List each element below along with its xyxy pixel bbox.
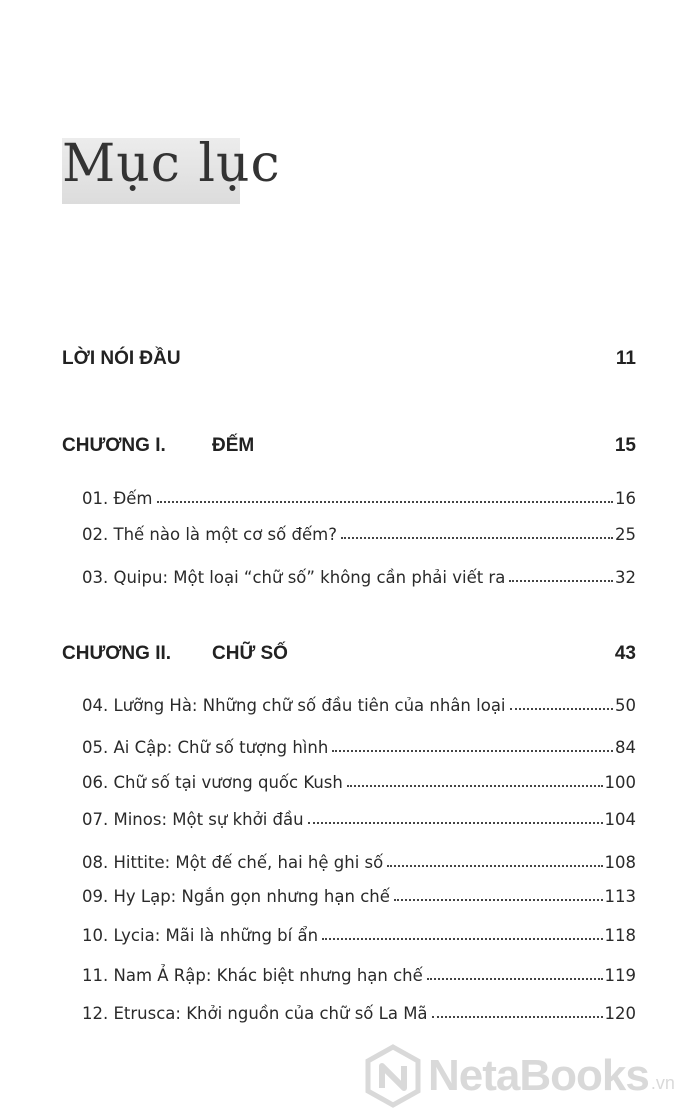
entry-label: 07. Minos: Một sự khởi đầu: [82, 810, 304, 829]
entry-page: 104: [604, 810, 636, 829]
chapter-number: CHƯƠNG I.: [62, 435, 166, 456]
watermark-brand: NetaBooks: [428, 1051, 649, 1100]
leader-dots: [387, 865, 602, 867]
entry-label: 10. Lycia: Mãi là những bí ẩn: [82, 926, 319, 945]
entry-page: 118: [604, 926, 636, 945]
entry-label: 12. Etrusca: Khởi nguồn của chữ số La Mã: [82, 1004, 428, 1023]
leader-dots: [308, 822, 603, 824]
chapter-number: CHƯƠNG II.: [62, 643, 172, 664]
leader-dots: [322, 938, 602, 940]
toc-entry: [82, 764, 636, 792]
chapter-name: ĐẾM: [212, 435, 255, 456]
watermark: [364, 1044, 694, 1108]
entry-label: 05. Ai Cập: Chữ số tượng hình: [82, 738, 329, 757]
toc-entry: [82, 878, 636, 906]
leader-dots: [394, 899, 603, 901]
entry-page: 100: [604, 773, 636, 792]
entry-page: 25: [615, 525, 636, 544]
toc-entry: [82, 917, 636, 945]
entry-page: 32: [615, 568, 636, 587]
page-title: Mục lục: [62, 134, 281, 194]
watermark-suffix: .vn: [650, 1072, 675, 1093]
entry-page: 119: [604, 966, 636, 985]
preface-label: LỜI NÓI ĐẦU: [62, 348, 181, 369]
leader-dots: [510, 708, 613, 710]
toc-chapter-2: [62, 639, 636, 669]
leader-dots: [332, 750, 613, 752]
entry-label: 04. Lưỡng Hà: Những chữ số đầu tiên của nhân loại: [82, 696, 506, 715]
chapter-page: 15: [614, 435, 636, 456]
leader-dots: [509, 580, 613, 582]
entry-label: 01. Đếm: [82, 489, 153, 508]
entry-label: 02. Thế nào là một cơ số đếm?: [82, 525, 337, 544]
toc-entry: [82, 516, 636, 544]
toc-entry: [82, 559, 636, 587]
entry-label: 09. Hy Lạp: Ngắn gọn nhưng hạn chế: [82, 887, 390, 906]
chapter-name: CHỮ SỐ: [212, 643, 288, 664]
entry-page: 16: [615, 489, 636, 508]
leader-dots: [341, 537, 613, 539]
entry-label: 06. Chữ số tại vương quốc Kush: [82, 773, 343, 792]
toc-entry: [82, 801, 636, 829]
toc-chapter-1: [62, 431, 636, 461]
toc-entry: [82, 957, 636, 985]
entry-page: 113: [604, 887, 636, 906]
chapter-page: 43: [614, 643, 636, 664]
preface-page: 11: [615, 348, 636, 369]
leader-dots: [157, 501, 614, 503]
leader-dots: [432, 1016, 603, 1018]
leader-dots: [427, 978, 603, 980]
entry-label: 11. Nam Ả Rập: Khác biệt nhưng hạn chế: [82, 966, 423, 985]
entry-label: 08. Hittite: Một đế chế, hai hệ ghi số: [82, 853, 384, 872]
toc-entry: [82, 844, 636, 872]
leader-dots: [347, 785, 603, 787]
toc-entry: [82, 480, 636, 508]
toc-entry: [82, 687, 636, 715]
entry-page: 108: [604, 853, 636, 872]
netabooks-logo-icon: [364, 1044, 422, 1108]
entry-page: 120: [604, 1004, 636, 1023]
entry-page: 84: [615, 738, 636, 757]
entry-label: 03. Quipu: Một loại “chữ số” không cần phải viết ra: [82, 568, 506, 587]
entry-page: 50: [615, 696, 636, 715]
toc-preface: [62, 344, 636, 374]
toc-entry: [82, 995, 636, 1023]
toc-entry: [82, 729, 636, 757]
